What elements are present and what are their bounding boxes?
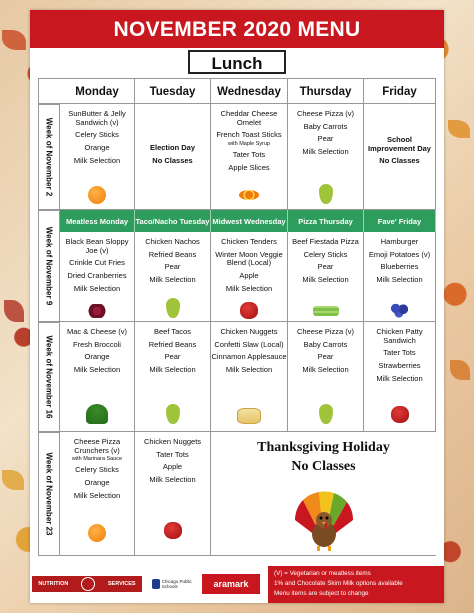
menu-cell: Hamburger Emoji Potatoes (v) Blueberries Milk Selection <box>364 232 436 322</box>
celery-icon <box>313 306 339 316</box>
apple-icon <box>164 522 182 539</box>
apple-slices-icon <box>239 190 259 200</box>
pear-icon <box>166 404 180 424</box>
pear-icon <box>166 298 180 318</box>
day-header: Thursday <box>288 78 364 104</box>
menu-cell: Cheese Pizza (v) Baby Carrots Pear Milk Selection <box>288 322 364 432</box>
meal-label: Lunch <box>188 50 286 74</box>
menu-cell: Mac & Cheese (v) Fresh Broccoli Orange Milk Selection <box>60 322 135 432</box>
cps-star-icon <box>152 579 160 589</box>
leaf-decoration <box>2 470 24 490</box>
menu-cell: Chicken Nuggets Confetti Slaw (Local) Cinnamon Applesauce Milk Selection <box>211 322 288 432</box>
day-header: Monday <box>60 78 135 104</box>
cranberries-icon <box>85 304 109 318</box>
week-label: Week of November 16 <box>38 322 60 432</box>
menu-cell: Beef Tacos Refried Beans Pear Milk Selection <box>135 322 211 432</box>
broccoli-icon <box>86 404 108 424</box>
footer-notes <box>268 566 444 603</box>
apple-icon <box>240 302 258 319</box>
menu-cell: Cheese Pizza Crunchers (v) with Marinara Sauce Celery Sticks Orange Milk Selection <box>60 432 135 556</box>
theme-label: Taco/Nacho Tuesday <box>135 210 211 232</box>
note-line: Menu items are subject to change <box>274 590 369 597</box>
menu-cell: Chicken Patty Sandwich Tater Tots Strawberries Milk Selection <box>364 322 436 432</box>
pear-icon <box>319 404 333 424</box>
blueberries-icon <box>389 302 411 318</box>
menu-cell: Chicken Nuggets Tater Tots Apple Milk Selection <box>135 432 211 556</box>
menu-card <box>30 10 444 603</box>
pear-icon <box>319 184 333 204</box>
menu-title: NOVEMBER 2020 MENU <box>30 10 444 48</box>
menu-cell: Black Bean Sloppy Joe (v) Crinkle Cut Fries Dried Cranberries Milk Selection <box>60 232 135 322</box>
orange-icon <box>88 524 106 542</box>
week-label: Week of November 9 <box>38 210 60 322</box>
leaf-decoration <box>2 30 26 50</box>
theme-label: Meatless Monday <box>60 210 135 232</box>
menu-cell: Cheddar Cheese Omelet French Toast Sticks with Maple Syrup Tater Tots Apple Slices <box>211 104 288 210</box>
menu-cell: Cheese Pizza (v) Baby Carrots Pear Milk Selection <box>288 104 364 210</box>
leaf-decoration <box>450 360 470 380</box>
day-header: Friday <box>364 78 436 104</box>
theme-label: Fave' Friday <box>364 210 436 232</box>
turkey-icon <box>289 490 359 552</box>
holiday-cell <box>211 432 436 556</box>
leaf-decoration <box>4 300 24 322</box>
menu-cell: Beef Fiestada Pizza Celery Sticks Pear Milk Selection <box>288 232 364 322</box>
week-label: Week of November 2 <box>38 104 60 210</box>
day-header: Tuesday <box>135 78 211 104</box>
apple-icon <box>391 406 409 423</box>
menu-cell: Chicken Nachos Refried Beans Pear Milk Selection <box>135 232 211 322</box>
menu-cell: SunButter & Jelly Sandwich (v) Celery Sticks Orange Milk Selection <box>60 104 135 210</box>
menu-cell: Election Day No Classes <box>135 104 211 210</box>
aramark-logo: aramark <box>202 574 260 594</box>
theme-label: Midwest Wednesday <box>211 210 288 232</box>
theme-label: Pizza Thursday <box>288 210 364 232</box>
footer <box>30 566 444 603</box>
applesauce-icon <box>237 408 261 424</box>
orange-icon <box>88 186 106 204</box>
holiday-subtitle: No Classes <box>291 459 356 474</box>
note-line: (V) = Vegetarian or meatless items <box>274 570 371 577</box>
nutrition-services-logo: NUTRITION SERVICES <box>32 576 142 592</box>
week-label: Week of November 23 <box>38 432 60 556</box>
menu-cell: Chicken Tenders Winter Moon Veggie Blend (Local) Apple Milk Selection <box>211 232 288 322</box>
day-header: Wednesday <box>211 78 288 104</box>
seal-icon <box>81 577 95 591</box>
week-row <box>60 210 436 322</box>
corner-cell <box>38 78 60 104</box>
leaf-decoration <box>448 120 470 138</box>
note-line: 1% and Chocolate Skim Milk options available <box>274 580 403 587</box>
menu-cell: School Improvement Day No Classes <box>364 104 436 210</box>
cps-logo: Chicago Public Schools <box>152 574 198 594</box>
holiday-title: Thanksgiving Holiday <box>257 440 390 455</box>
